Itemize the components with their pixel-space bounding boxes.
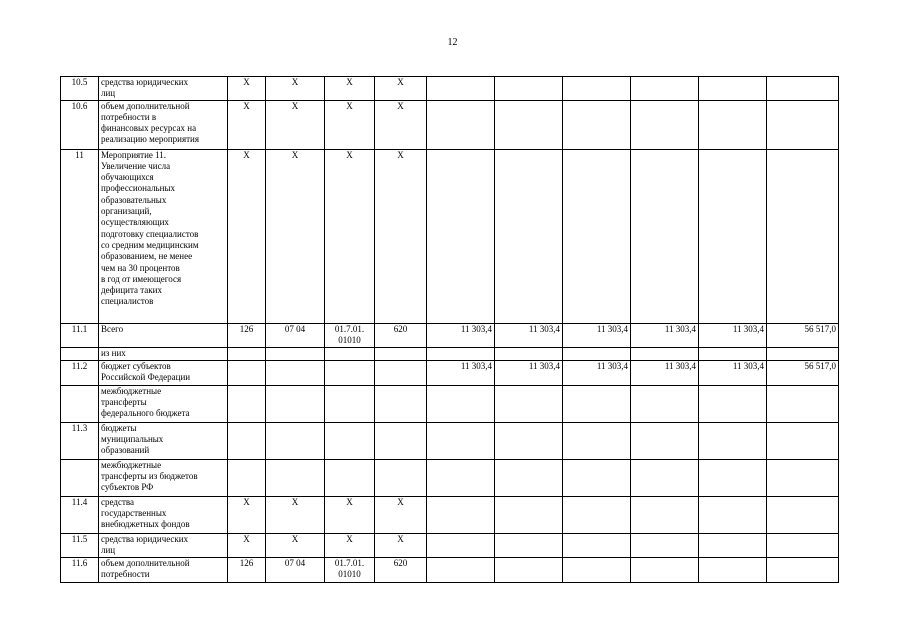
table-row [61,557,839,582]
value-cell-4 [631,496,699,533]
row-name-cell: средства юридических лиц [99,533,228,557]
value-cell-2: 11 303,4 [495,323,563,347]
value-cell-3: 11 303,4 [563,360,631,385]
code-cell-4: X [375,533,427,557]
code-cell-3: X [325,149,375,323]
code-cell-1 [228,422,266,459]
code-cell-1 [228,347,266,360]
total-cell [767,459,839,496]
code-cell-3 [325,347,375,360]
row-name-cell: объем дополнительной потребности [99,557,228,582]
code-cell-1: 126 [228,557,266,582]
table-row [61,360,839,385]
row-number-cell: 11.6 [61,557,99,582]
value-cell-3 [563,459,631,496]
total-cell [767,100,839,149]
value-cell-3 [563,100,631,149]
value-cell-4 [631,100,699,149]
table-row [61,385,839,422]
table-row [61,323,839,347]
code-cell-1: 126 [228,323,266,347]
value-cell-2 [495,496,563,533]
value-cell-4 [631,533,699,557]
total-cell: 56 517,0 [767,360,839,385]
value-cell-4 [631,557,699,582]
value-cell-5 [699,100,767,149]
value-cell-5 [699,149,767,323]
value-cell-1 [427,100,495,149]
row-name-cell: средства юридических лиц [99,77,228,101]
table-row [61,100,839,149]
total-cell [767,557,839,582]
value-cell-5 [699,77,767,101]
row-number-cell [61,459,99,496]
code-cell-3: 01.7.01. 01010 [325,557,375,582]
code-cell-2: X [266,149,325,323]
value-cell-1 [427,533,495,557]
code-cell-3: 01.7.01. 01010 [325,323,375,347]
total-cell [767,149,839,323]
code-cell-3 [325,422,375,459]
table-row [61,459,839,496]
total-cell [767,347,839,360]
value-cell-5 [699,533,767,557]
value-cell-2 [495,557,563,582]
value-cell-4 [631,422,699,459]
code-cell-1: X [228,100,266,149]
value-cell-5 [699,459,767,496]
code-cell-1: X [228,77,266,101]
value-cell-1 [427,496,495,533]
code-cell-2: X [266,533,325,557]
row-name-cell: межбюджетные трансферты из бюджетов субъектов РФ [99,459,228,496]
code-cell-1 [228,459,266,496]
row-number-cell: 10.5 [61,77,99,101]
row-name-cell: бюджет субъектов Российской Федерации [99,360,228,385]
code-cell-4 [375,360,427,385]
value-cell-4: 11 303,4 [631,360,699,385]
value-cell-1 [427,422,495,459]
value-cell-3 [563,496,631,533]
budget-table [60,76,839,583]
row-name-cell: объем дополнительной потребности в финансовых ресурсах на реализацию мероприятия [99,100,228,149]
value-cell-2 [495,149,563,323]
table-row [61,347,839,360]
value-cell-3 [563,557,631,582]
value-cell-4 [631,149,699,323]
total-cell [767,422,839,459]
total-cell [767,496,839,533]
value-cell-1: 11 303,4 [427,360,495,385]
code-cell-1: X [228,533,266,557]
code-cell-4: X [375,100,427,149]
value-cell-3 [563,385,631,422]
code-cell-2: 07 04 [266,557,325,582]
value-cell-3 [563,77,631,101]
code-cell-4: X [375,149,427,323]
value-cell-4 [631,459,699,496]
value-cell-3 [563,422,631,459]
code-cell-2 [266,385,325,422]
value-cell-2 [495,100,563,149]
value-cell-1 [427,557,495,582]
value-cell-4 [631,347,699,360]
code-cell-2 [266,347,325,360]
code-cell-4 [375,385,427,422]
row-name-cell: Мероприятие 11. Увеличение числа обучающихся профессиональных образовательных организаций, осуществляющих подготовку специалистов со средним медицинским образованием, не менее чем на 30 процентов в год от имеющегося дефицита таких специалистов [99,149,228,323]
value-cell-5: 11 303,4 [699,360,767,385]
row-number-cell: 11.4 [61,496,99,533]
code-cell-4 [375,347,427,360]
value-cell-2 [495,533,563,557]
code-cell-1: X [228,149,266,323]
code-cell-2 [266,360,325,385]
code-cell-4 [375,422,427,459]
row-name-cell: из них [99,347,228,360]
row-number-cell: 10.6 [61,100,99,149]
value-cell-1 [427,459,495,496]
table-row [61,149,839,323]
value-cell-1 [427,77,495,101]
code-cell-4: X [375,77,427,101]
table-row [61,77,839,101]
value-cell-2 [495,385,563,422]
row-number-cell [61,385,99,422]
code-cell-1: X [228,496,266,533]
value-cell-2 [495,422,563,459]
code-cell-3: X [325,100,375,149]
code-cell-1 [228,385,266,422]
value-cell-5 [699,496,767,533]
row-name-cell: Всего [99,323,228,347]
row-number-cell [61,347,99,360]
value-cell-3: 11 303,4 [563,323,631,347]
code-cell-1 [228,360,266,385]
row-number-cell: 11 [61,149,99,323]
value-cell-5 [699,347,767,360]
code-cell-3: X [325,496,375,533]
code-cell-3 [325,459,375,496]
code-cell-4 [375,459,427,496]
row-name-cell: бюджеты муниципальных образований [99,422,228,459]
table-row [61,496,839,533]
value-cell-5: 11 303,4 [699,323,767,347]
value-cell-4: 11 303,4 [631,323,699,347]
value-cell-2 [495,459,563,496]
code-cell-3: X [325,533,375,557]
value-cell-4 [631,385,699,422]
row-number-cell: 11.5 [61,533,99,557]
table-row [61,422,839,459]
code-cell-2: 07 04 [266,323,325,347]
code-cell-4: 620 [375,323,427,347]
code-cell-2 [266,459,325,496]
total-cell: 56 517,0 [767,323,839,347]
value-cell-1 [427,385,495,422]
code-cell-3 [325,385,375,422]
total-cell [767,77,839,101]
table-row [61,533,839,557]
value-cell-3 [563,149,631,323]
row-name-cell: средства государственных внебюджетных фондов [99,496,228,533]
value-cell-5 [699,422,767,459]
code-cell-2: X [266,100,325,149]
value-cell-1 [427,149,495,323]
code-cell-4: 620 [375,557,427,582]
value-cell-5 [699,557,767,582]
row-number-cell: 11.1 [61,323,99,347]
code-cell-3: X [325,77,375,101]
value-cell-2 [495,347,563,360]
value-cell-5 [699,385,767,422]
table-body [61,77,839,583]
total-cell [767,533,839,557]
code-cell-2 [266,422,325,459]
code-cell-2: X [266,77,325,101]
value-cell-3 [563,533,631,557]
value-cell-2 [495,77,563,101]
row-number-cell: 11.3 [61,422,99,459]
value-cell-4 [631,77,699,101]
code-cell-2: X [266,496,325,533]
row-name-cell: межбюджетные трансферты федерального бюджета [99,385,228,422]
value-cell-1 [427,347,495,360]
value-cell-3 [563,347,631,360]
page-number: 12 [447,37,458,48]
value-cell-1: 11 303,4 [427,323,495,347]
code-cell-4: X [375,496,427,533]
code-cell-3 [325,360,375,385]
value-cell-2: 11 303,4 [495,360,563,385]
row-number-cell: 11.2 [61,360,99,385]
total-cell [767,385,839,422]
